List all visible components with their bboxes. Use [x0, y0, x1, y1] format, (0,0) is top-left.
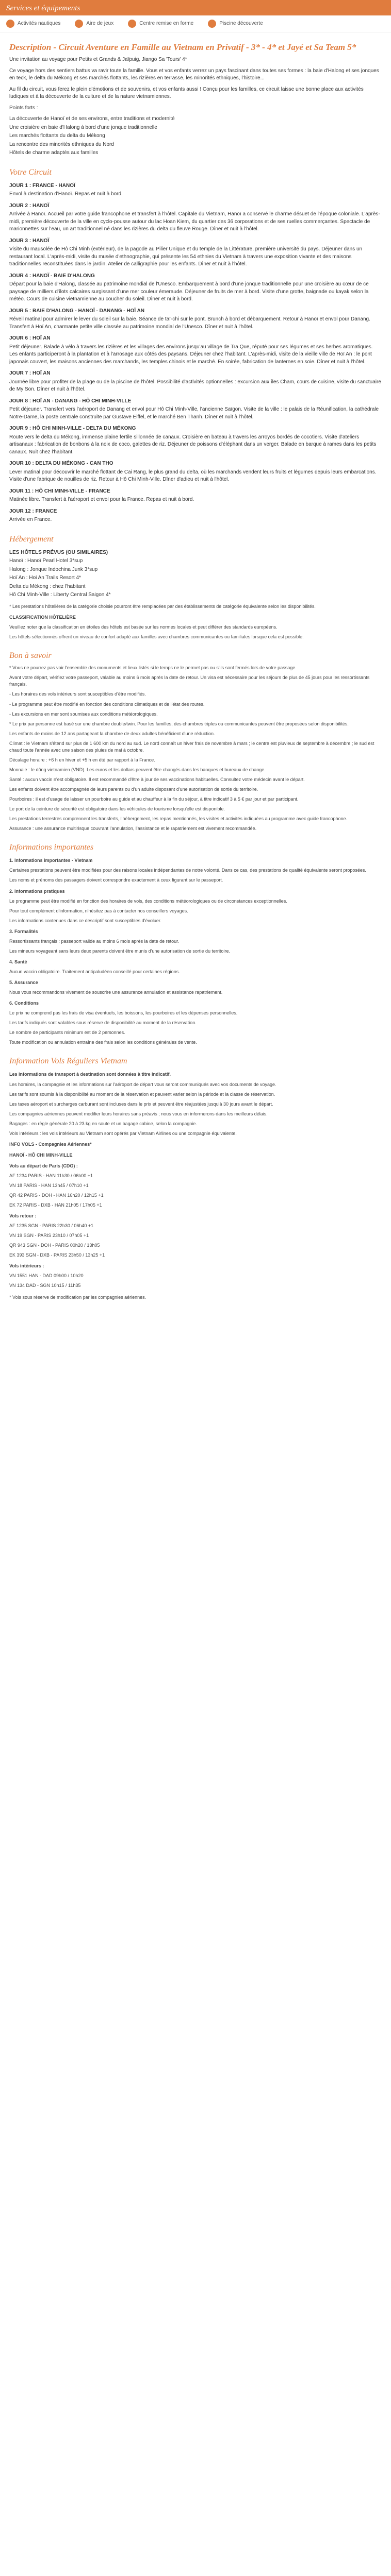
infos-paragraph: Le programme peut être modifié en fonction des horaires de vols, des conditions météorologiques ou de circonstances exceptionnelles. — [9, 898, 287, 904]
infos-paragraph: Certaines prestations peuvent être modifiées pour des raisons locales indépendantes de notre volonté. Dans ce cas, des prestations de qualité équivalente seront proposées. — [9, 868, 366, 873]
service-centre-forme — [128, 20, 193, 28]
day-block — [9, 398, 382, 421]
day-text: Arrivée à Hanoï. Accueil par votre guide francophone et transfert à l'hôtel. Capitale du Vietnam, Hanoï a conservé le charme désuet de l'époque coloniale. L'après-midi, première découverte de la ville en cyclo-pousse autour du lac Hoan Kiem, du quartier des 36 corporations et de ses ruelles commerçantes. Spectacle de marionnettes sur l'eau, un art traditionnel né dans les rizières du delta du fleuve Rouge. Dîner et nuit à l'hôtel. — [9, 211, 380, 232]
service-label: Aire de jeux — [86, 20, 114, 26]
infos-paragraph: 4. Santé — [9, 959, 27, 964]
bon-a-savoir-paragraph: Climat : le Vietnam s'étend sur plus de 1 600 km du nord au sud. Le nord connaît un hiver frais de novembre à mars ; le centre est pluvieux de septembre à décembre ; le sud est chaud toute l'année avec une saison des pluies de mai à octobre. — [9, 740, 374, 753]
bon-a-savoir-paragraph: * Vous ne pourrez pas voir l'ensemble des monuments et lieux listés si le temps ne le permet pas ou s'ils sont fermés lors de votre passage. — [9, 665, 297, 671]
flight-group-label: Vols au départ de Paris (CDG) : — [9, 1163, 78, 1168]
description-paragraph: Une invitation au voyage pour Petits et Grands & Jaïpuig, Jiango Sa 'Tours' 4* — [9, 57, 187, 63]
infos-title: Informations importantes — [9, 843, 94, 852]
bon-a-savoir-paragraph: Santé : aucun vaccin n'est obligatoire. Il est recommandé d'être à jour de ses vaccinations habituelles. Consultez votre médecin avant le départ. — [9, 776, 305, 782]
day-text: Envol à destination d'Hanoï. Repas et nuit à bord. — [9, 191, 123, 197]
bon-a-savoir-paragraph: Monnaie : le dông vietnamien (VND). Les euros et les dollars peuvent être changés dans les banques et bureaux de change. — [9, 767, 266, 772]
service-piscine — [208, 20, 263, 28]
vols-paragraph: Les taxes aéroport et surcharges carburant sont incluses dans le prix et peuvent être réajustées jusqu'à 30 jours avant le départ. — [9, 1101, 273, 1107]
infos-paragraph: 6. Conditions — [9, 1001, 39, 1006]
day-block — [9, 202, 382, 233]
infos-paragraph: 1. Informations importantes - Vietnam — [9, 858, 93, 863]
flights-title: INFO VOLS - Compagnies Aériennes* — [9, 1141, 92, 1147]
day-block — [9, 370, 382, 394]
bon-a-savoir-paragraph: Le port de la ceinture de sécurité est obligatoire dans les véhicules de tourisme lorsqu'elle est disponible. — [9, 806, 225, 812]
activites-nautiques-icon — [6, 20, 14, 28]
hotel-item: Delta du Mékong : chez l'habitant — [9, 583, 86, 589]
day-block — [9, 508, 382, 524]
bon-a-savoir-body — [9, 665, 382, 832]
day-title: JOUR 6 : HOÏ AN — [9, 335, 51, 342]
highlight-item: La rencontre des minorités ethniques du Nord — [9, 141, 114, 147]
infos-paragraph: Les mineurs voyageant sans leurs deux parents doivent être munis d'une autorisation de sortie du territoire. — [9, 948, 230, 954]
hebergement-body — [9, 549, 382, 640]
flight-line: QR 943 SGN - DOH - PARIS 00h20 / 13h05 — [9, 1243, 100, 1248]
service-label: Activités nautiques — [18, 20, 61, 26]
bon-a-savoir-paragraph: Assurance : une assurance multirisque couvrant l'annulation, l'assistance et le rapatriement est vivement recommandée. — [9, 826, 257, 832]
day-title: JOUR 11 : HÔ CHI MINH-VILLE - FRANCE — [9, 488, 110, 494]
bon-a-savoir-paragraph: Avant votre départ, vérifiez votre passeport, valable au moins 6 mois après la date de retour. Un visa est nécessaire pour les séjours de plus de 45 jours pour les ressortissants français. — [9, 675, 370, 687]
vols-reguliers-title: Information Vols Réguliers Vietnam — [9, 1057, 127, 1066]
day-block — [9, 335, 382, 366]
highlight-item: Les marchés flottants du delta du Mékong — [9, 133, 105, 139]
hebergement-notes — [9, 603, 382, 640]
day-text: Arrivée en France. — [9, 517, 52, 523]
hotel-item: Hô Chi Minh-Ville : Liberty Central Saigon 4* — [9, 592, 111, 598]
vols-paragraph: Les tarifs sont soumis à la disponibilité au moment de la réservation et peuvent varier selon la période et la classe de réservation. — [9, 1091, 275, 1097]
description-paragraph: Points forts : — [9, 105, 38, 111]
infos-paragraph: Ressortissants français : passeport valide au moins 6 mois après la date de retour. — [9, 938, 180, 944]
vols-paragraph: Les informations de transport à destination sont données à titre indicatif. — [9, 1072, 171, 1077]
infos-paragraph: Nous vous recommandons vivement de souscrire une assurance annulation et assistance rapatriement. — [9, 989, 223, 995]
day-title: JOUR 12 : FRANCE — [9, 508, 57, 514]
vols-paragraph: Les compagnies aériennes peuvent modifier leurs horaires sans préavis ; nous vous en informerons dans les meilleurs délais. — [9, 1111, 268, 1116]
day-title: JOUR 1 : FRANCE - HANOÏ — [9, 182, 75, 189]
infos-paragraph: 2. Informations pratiques — [9, 888, 65, 894]
hebergement-title: Hébergement — [9, 534, 54, 544]
infos-body — [9, 857, 382, 1046]
highlight-item: La découverte de Hanoï et de ses environs, entre traditions et modernité — [9, 116, 175, 122]
flight-group-label: Vols retour : — [9, 1213, 37, 1219]
flight-line: VN 19 SGN - PARIS 23h10 / 07h05 +1 — [9, 1233, 89, 1239]
day-block — [9, 273, 382, 303]
bon-a-savoir-paragraph: Décalage horaire : +6 h en hiver et +5 h en été par rapport à la France. — [9, 757, 155, 762]
hotel-item: Hanoï : Hanoï Pearl Hotel 3*sup — [9, 558, 83, 564]
bon-a-savoir-paragraph: Les enfants de moins de 12 ans partageant la chambre de deux adultes bénéficient d'une réduction. — [9, 731, 215, 736]
day-title: JOUR 4 : HANOÏ - BAIE D'HALONG — [9, 273, 95, 279]
piscine-decouverte-icon — [208, 20, 216, 28]
bon-a-savoir-paragraph: Pourboires : il est d'usage de laisser un pourboire au guide et au chauffeur à la fin du séjour, à titre indicatif 3 à 5 € par jour et par participant. — [9, 796, 299, 802]
infos-paragraph: Le prix ne comprend pas les frais de visa éventuels, les boissons, les pourboires et les dépenses personnelles. — [9, 1010, 238, 1016]
flight-line: AF 1234 PARIS - HAN 11h30 / 06h00 +1 — [9, 1173, 93, 1178]
day-block — [9, 425, 382, 456]
day-text: Journée libre pour profiter de la plage ou de la piscine de l'hôtel. Possibilité d'activités optionnelles : excursion aux îles Cham, cours de cuisine, visite du sanctuaire de My Son. Dîner et nuit à l'hôtel. — [9, 379, 381, 393]
day-text: Lever matinal pour découvrir le marché flottant de Cai Rang, le plus grand du delta, où les marchands vendent leurs fruits et légumes depuis leurs embarcations. Visite d'une fabrique de nouilles de riz. Retour à Hô Chi Minh-Ville. Dîner d'adieu et nuit à l'hôtel. — [9, 469, 377, 483]
flight-line: EK 72 PARIS - DXB - HAN 21h05 / 17h05 +1 — [9, 1202, 102, 1208]
day-text: Petit déjeuner. Balade à vélo à travers les rizières et les villages des environs jusqu'au village de Tra Que, réputé pour ses légumes et ses herbes aromatiques. Les enfants participeront à la plantation et à l'arrosage aux côtés des paysans. Déjeuner chez l'habitant. L'après-midi, visite de la vieille ville de Hoï An : le pont japonais couvert, les maisons anciennes des marchands, les temples chinois et le marché. En soirée, fabrication de lanternes en soie. Dîner et nuit à l'hôtel. — [9, 344, 373, 365]
day-block — [9, 238, 382, 268]
day-title: JOUR 3 : HANOÏ — [9, 238, 50, 244]
bon-a-savoir-title: Bon à savoir — [9, 651, 52, 660]
circuit-title: Votre Circuit — [9, 167, 52, 177]
services-header: Services et équipements — [0, 0, 391, 15]
day-text: Départ pour la baie d'Halong, classée au patrimoine mondial de l'Unesco. Embarquement à bord d'une jonque traditionnelle pour une croisière au cœur de ce paysage de milliers d'îlots calcaires surgissant d'une mer couleur émeraude. Déjeuner de fruits de mer à bord. Visite d'une grotte, baignade ou kayak selon la météo. Cours de cuisine vietnamienne au coucher du soleil. Dîner et nuit à bord. — [9, 281, 369, 302]
day-text: Réveil matinal pour admirer le lever du soleil sur la baie. Séance de taï-chi sur le pont. Brunch à bord et débarquement. Retour à Hanoï et envol pour Danang. Transfert à Hoï An, charmante petite ville classée au patrimoine mondial de l'Unesco. Dîner et nuit à l'hôtel. — [9, 316, 370, 330]
bon-a-savoir-paragraph: - Les excursions en mer sont soumises aux conditions météorologiques. — [9, 711, 158, 717]
infos-paragraph: Pour tout complément d'information, n'hésitez pas à contacter nos conseillers voyages. — [9, 908, 188, 913]
infos-paragraph: Les tarifs indiqués sont valables sous réserve de disponibilité au moment de la réservation. — [9, 1020, 197, 1026]
service-aire-de-jeux — [75, 20, 113, 28]
day-title: JOUR 8 : HOÏ AN - DANANG - HÔ CHI MINH-VILLE — [9, 398, 132, 404]
bon-a-savoir-paragraph: * Le prix par personne est basé sur une chambre double/twin. Pour les familles, des chambres triples ou communicantes peuvent être proposées selon disponibilités. — [9, 721, 349, 726]
flight-group-label: Vols intérieurs : — [9, 1263, 44, 1269]
vols-paragraph: Les horaires, la compagnie et les informations sur l'aéroport de départ vous seront communiqués avec vos documents de voyage. — [9, 1081, 276, 1087]
flight-line: QR 42 PARIS - DOH - HAN 16h20 / 12h15 +1 — [9, 1193, 104, 1198]
infos-paragraph: Les noms et prénoms des passagers doivent correspondre exactement à ceux figurant sur le passeport. — [9, 877, 223, 883]
flight-line: VN 1551 HAN - DAD 09h00 / 10h20 — [9, 1273, 84, 1279]
flight-line: AF 1235 SGN - PARIS 22h30 / 06h40 +1 — [9, 1223, 94, 1229]
hotel-item: Hoï An : Hoi An Trails Resort 4* — [9, 575, 81, 581]
service-activites-nautiques — [6, 20, 60, 28]
day-title: JOUR 7 : HOÏ AN — [9, 370, 51, 377]
infos-paragraph: Aucun vaccin obligatoire. Traitement antipaludéen conseillé pour certaines régions. — [9, 969, 180, 974]
hebergement-note: CLASSIFICATION HÔTELIÈRE — [9, 615, 76, 620]
description-paragraph: Au fil du circuit, vous ferez le plein d'émotions et de souvenirs, et vos enfants aussi ! Conçu pour les familles, ce circuit laisse une bonne place aux activités ludiques et à la découverte de la culture et de la nature vietnamiennes. — [9, 86, 364, 100]
aire-de-jeux-icon — [75, 20, 83, 28]
description-title: Description - Circuit Aventure en Famille au Vietnam en Privatif - 3* - 4* et Jayé et Sa Team 5* — [9, 42, 356, 52]
infos-paragraph: Le nombre de participants minimum est de 2 personnes. — [9, 1030, 125, 1036]
hebergement-intro: LES HÔTELS PRÉVUS (OU SIMILAIRES) — [9, 549, 108, 555]
services-iconbar — [0, 15, 391, 32]
flight-line: EK 393 SGN - DXB - PARIS 23h50 / 13h25 +1 — [9, 1252, 105, 1258]
flights-footer: * Vols sous réserve de modification par les compagnies aériennes. — [9, 1295, 146, 1300]
service-label: Piscine découverte — [219, 20, 263, 26]
bon-a-savoir-paragraph: - Le programme peut être modifié en fonction des conditions climatiques et de l'état des routes. — [9, 701, 205, 707]
vols-reguliers-body — [9, 1071, 382, 1137]
hotel-item: Halong : Jonque Indochina Junk 3*sup — [9, 566, 98, 572]
day-block — [9, 488, 382, 504]
vols-paragraph: Vols intérieurs : les vols intérieurs au Vietnam sont opérés par Vietnam Airlines ou une compagnie équivalente. — [9, 1130, 237, 1136]
vols-paragraph: Bagages : en règle générale 20 à 23 kg en soute et un bagage cabine, selon la compagnie. — [9, 1121, 197, 1126]
infos-paragraph: Toute modification ou annulation entraîne des frais selon les conditions générales de vente. — [9, 1040, 197, 1045]
day-block — [9, 460, 382, 484]
centre-remise-forme-icon — [128, 20, 136, 28]
flights-block — [9, 1141, 382, 1301]
day-text: Matinée libre. Transfert à l'aéroport et envol pour la France. Repas et nuit à bord. — [9, 497, 194, 503]
hebergement-note: Veuillez noter que la classification en étoiles des hôtels est basée sur les normes locales et peut différer des standards européens. — [9, 624, 278, 630]
day-title: JOUR 9 : HÔ CHI MINH-VILLE - DELTA DU MÉKONG — [9, 426, 136, 432]
highlight-item: Hôtels de charme adaptés aux familles — [9, 150, 99, 156]
circuit-days — [9, 182, 382, 524]
bon-a-savoir-paragraph: Les enfants doivent être accompagnés de leurs parents ou d'un adulte disposant d'une autorisation de sortie du territoire. — [9, 786, 258, 792]
hebergement-note: * Les prestations hôtelières de la catégorie choisie pourront être remplacées par des établissements de catégorie équivalente selon les disponibilités. — [9, 603, 316, 609]
flight-line: VN 134 DAD - SGN 10h15 / 11h35 — [9, 1283, 81, 1289]
day-text: Petit déjeuner. Transfert vers l'aéroport de Danang et envol pour Hô Chi Minh-Ville, l'ancienne Saïgon. Visite de la ville : le palais de la Réunification, la cathédrale Notre-Dame, la poste centrale construite par Gustave Eiffel, et le marché Ben Thanh. Dîner et nuit à l'hôtel. — [9, 406, 379, 420]
main-content — [0, 32, 391, 1301]
description-body — [9, 56, 382, 157]
highlight-item: Une croisière en baie d'Halong à bord d'une jonque traditionnelle — [9, 124, 157, 130]
hebergement-note: Les hôtels sélectionnés offrent un niveau de confort adapté aux familles avec chambres communicantes ou familiales lorsque cela est possible. — [9, 634, 304, 640]
day-title: JOUR 5 : BAIE D'HALONG - HANOÏ - DANANG - HOÏ AN — [9, 308, 145, 314]
infos-paragraph: 5. Assurance — [9, 979, 38, 985]
day-title: JOUR 10 : DELTA DU MÉKONG - CAN THO — [9, 461, 113, 467]
day-title: JOUR 2 : HANOÏ — [9, 202, 50, 209]
day-block — [9, 182, 382, 198]
infos-paragraph: 3. Formalités — [9, 928, 38, 934]
service-label: Centre remise en forme — [139, 20, 194, 26]
day-block — [9, 308, 382, 331]
bon-a-savoir-paragraph: Les prestations terrestres comprennent les transferts, l'hébergement, les repas mentionnés, les visites et activités indiquées au programme avec guide francophone. — [9, 816, 348, 822]
infos-paragraph: Les informations contenues dans ce descriptif sont susceptibles d'évoluer. — [9, 918, 161, 923]
day-text: Visite du mausolée de Hô Chi Minh (extérieur), de la pagode au Pilier Unique et du temple de la Littérature, première université du pays. Déjeuner dans un restaurant local. L'après-midi, visite du musée d'ethnographie, qui présente les 54 ethnies du Vietnam à travers une exposition vivante et des maisons traditionnelles reconstituées dans le jardin. Atelier de calligraphie pour les enfants. Dîner et nuit à l'hôtel. — [9, 246, 363, 267]
description-paragraph: Ce voyage hors des sentiers battus va ravir toute la famille. Vous et vos enfants verrez un pays fascinant dans toutes ses formes : la baie d'Halong et ses jonques en teck, le delta du Mékong et ses marchés flottants, les rizières en terrasse, les minorités ethniques, l'histoire... — [9, 67, 379, 81]
flights-subtitle: HANOÏ - HÔ CHI MINH-VILLE — [9, 1152, 73, 1158]
bon-a-savoir-paragraph: - Les horaires des vols intérieurs sont susceptibles d'être modifiés. — [9, 691, 146, 697]
day-text: Route vers le delta du Mékong, immense plaine fertile sillonnée de canaux. Croisière en bateau à travers les arroyos bordés de cocotiers. Visite d'ateliers artisanaux : fabrication de bonbons à la noix de coco, galettes de riz. Déjeuner de poissons d'éléphant dans un verger. Balade en barque à rames dans les petits canaux. Nuit chez l'habitant. — [9, 434, 377, 455]
flight-line: VN 18 PARIS - HAN 13h45 / 07h10 +1 — [9, 1182, 89, 1188]
